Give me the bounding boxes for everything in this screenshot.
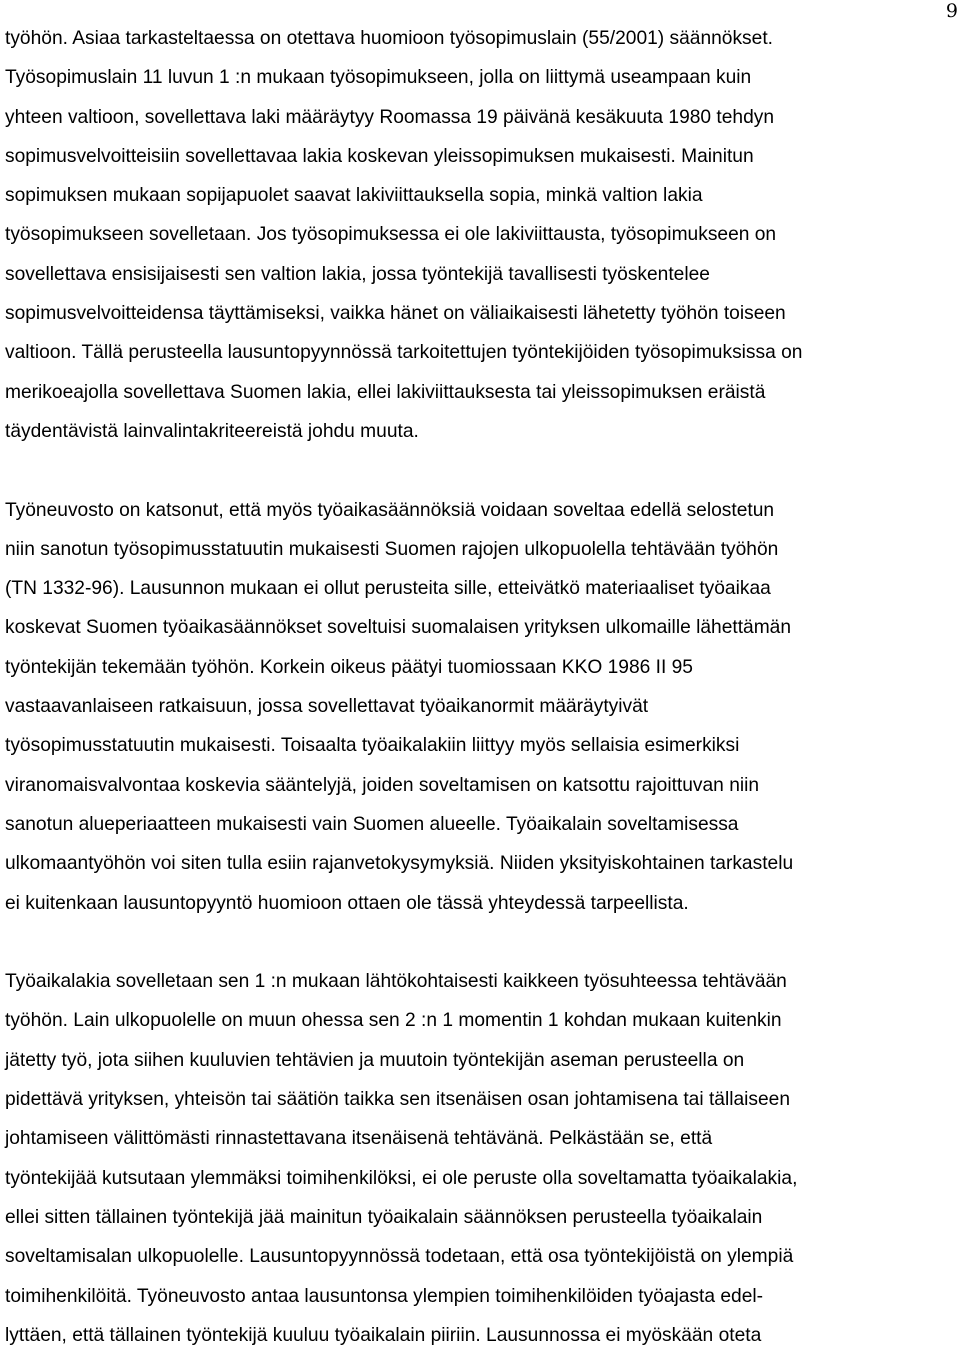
text-line: sopimuksen mukaan sopijapuolet saavat lakiviittauksella sopia, minkä valtion lakia <box>5 185 703 207</box>
text-line: sovellettava ensisijaisesti sen valtion lakia, jossa työntekijä tavallisesti työskentelee <box>5 263 710 285</box>
text-line: vastaavanlaiseen ratkaisuun, jossa sovellettavat työaikanormit määräytyivät <box>5 696 649 718</box>
text-line: merikoeajolla sovellettava Suomen lakia, ellei lakiviittauksesta tai yleissopimuksen eräistä <box>5 381 766 403</box>
document-body <box>5 19 950 1350</box>
text-line: työhön. Lain ulkopuolelle on muun ohessa sen 2 :n 1 momentin 1 kohdan mukaan kuitenkin <box>5 1010 782 1032</box>
text-line: koskevat Suomen työaikasäännökset soveltuisi suomalaisen yrityksen ulkomaille lähettämän <box>5 617 792 639</box>
text-line: toimihenkilöitä. Työneuvosto antaa lausuntonsa ylempien toimihenkilöiden työajasta edel- <box>5 1285 764 1307</box>
text-line: Työaikalakia sovelletaan sen 1 :n mukaan lähtökohtaisesti kaikkeen työsuhteessa tehtävään <box>5 971 787 993</box>
text-line: sopimusvelvoitteisiin sovellettavaa lakia koskevan yleissopimuksen mukaisesti. Mainitun <box>5 145 754 167</box>
text-line: sopimusvelvoitteidensa täyttämiseksi, vaikka hänet on väliaikaisesti lähetetty työhön toiseen <box>5 303 786 325</box>
text-line: (TN 1332-96). Lausunnon mukaan ei ollut perusteita sille, etteivätkö materiaaliset työaikaa <box>5 578 771 600</box>
text-line: jätetty työ, jota siihen kuuluvien tehtävien ja muutoin työntekijän aseman perusteella on <box>5 1049 745 1071</box>
paragraph-working-time-act-scope <box>5 962 950 1350</box>
paragraph-applicable-law <box>5 19 950 451</box>
text-line: työhön. Asiaa tarkasteltaessa on otettava huomioon työsopimuslain (55/2001) säännökset. <box>5 28 773 49</box>
paragraph-working-time-abroad <box>5 491 950 923</box>
text-line: Työneuvosto on katsonut, että myös työaikasäännöksiä voidaan soveltaa edellä selostetun <box>5 499 775 521</box>
text-line: ellei sitten tällainen työntekijä jää mainitun työaikalain säännöksen perusteella työaikalain <box>5 1206 763 1228</box>
paragraph-spacer <box>5 451 950 490</box>
text-line: pidettävä yrityksen, yhteisön tai säätiön taikka sen itsenäisen osan johtamisena tai tällaiseen <box>5 1089 791 1111</box>
text-line: työntekijää kutsutaan ylemmäksi toimihenkilöksi, ei ole peruste olla soveltamatta työaikalakia, <box>5 1167 798 1189</box>
text-line: johtamiseen välittömästi rinnastettavana itsenäisenä tehtävänä. Pelkästään se, että <box>5 1128 713 1150</box>
text-line: ulkomaantyöhön voi siten tulla esiin rajanvetokysymyksiä. Niiden yksityiskohtainen tarkastelu <box>5 853 794 875</box>
text-line: valtioon. Tällä perusteella lausuntopyynnössä tarkoitettujen työntekijöiden työsopimuksissa on <box>5 342 803 364</box>
text-line: Työsopimuslain 11 luvun 1 :n mukaan työsopimukseen, jolla on liittymä useampaan kuin <box>5 67 752 89</box>
text-line: yhteen valtioon, sovellettava laki määräytyy Roomassa 19 päivänä kesäkuuta 1980 tehdyn <box>5 106 775 128</box>
paragraph-spacer <box>5 923 950 962</box>
text-line: täydentävistä lainvalintakriteereistä johdu muuta. <box>5 420 419 442</box>
text-line: työsopimusstatuutin mukaisesti. Toisaalta työaikalakiin liittyy myös sellaisia esimerkiksi <box>5 735 740 757</box>
text-line: viranomaisvalvontaa koskevia sääntelyjä, joiden soveltamisen on katsottu rajoittuvan niin <box>5 774 760 796</box>
text-line: ei kuitenkaan lausuntopyyntö huomioon ottaen ole tässä yhteydessä tarpeellista. <box>5 892 689 914</box>
text-line: sanotun alueperiaatteen mukaisesti vain Suomen alueelle. Työaikalain soveltamisessa <box>5 813 739 835</box>
text-line: soveltamisalan ulkopuolelle. Lausuntopyynnössä todetaan, että osa työntekijöistä on ylempiä <box>5 1246 794 1268</box>
page-number: 9 <box>945 0 958 22</box>
text-line: niin sanotun työsopimusstatuutin mukaisesti Suomen rajojen ulkopuolella tehtävään työhön <box>5 538 779 560</box>
text-line: työsopimukseen sovelletaan. Jos työsopimuksessa ei ole lakiviittausta, työsopimukseen on <box>5 224 777 246</box>
text-line: työntekijän tekemään työhön. Korkein oikeus päätyi tuomiossaan KKO 1986 II 95 <box>5 656 693 678</box>
text-line: lyttäen, että tällainen työntekijä kuuluu työaikalain piiriin. Lausunnossa ei myöskään oteta <box>5 1324 762 1346</box>
